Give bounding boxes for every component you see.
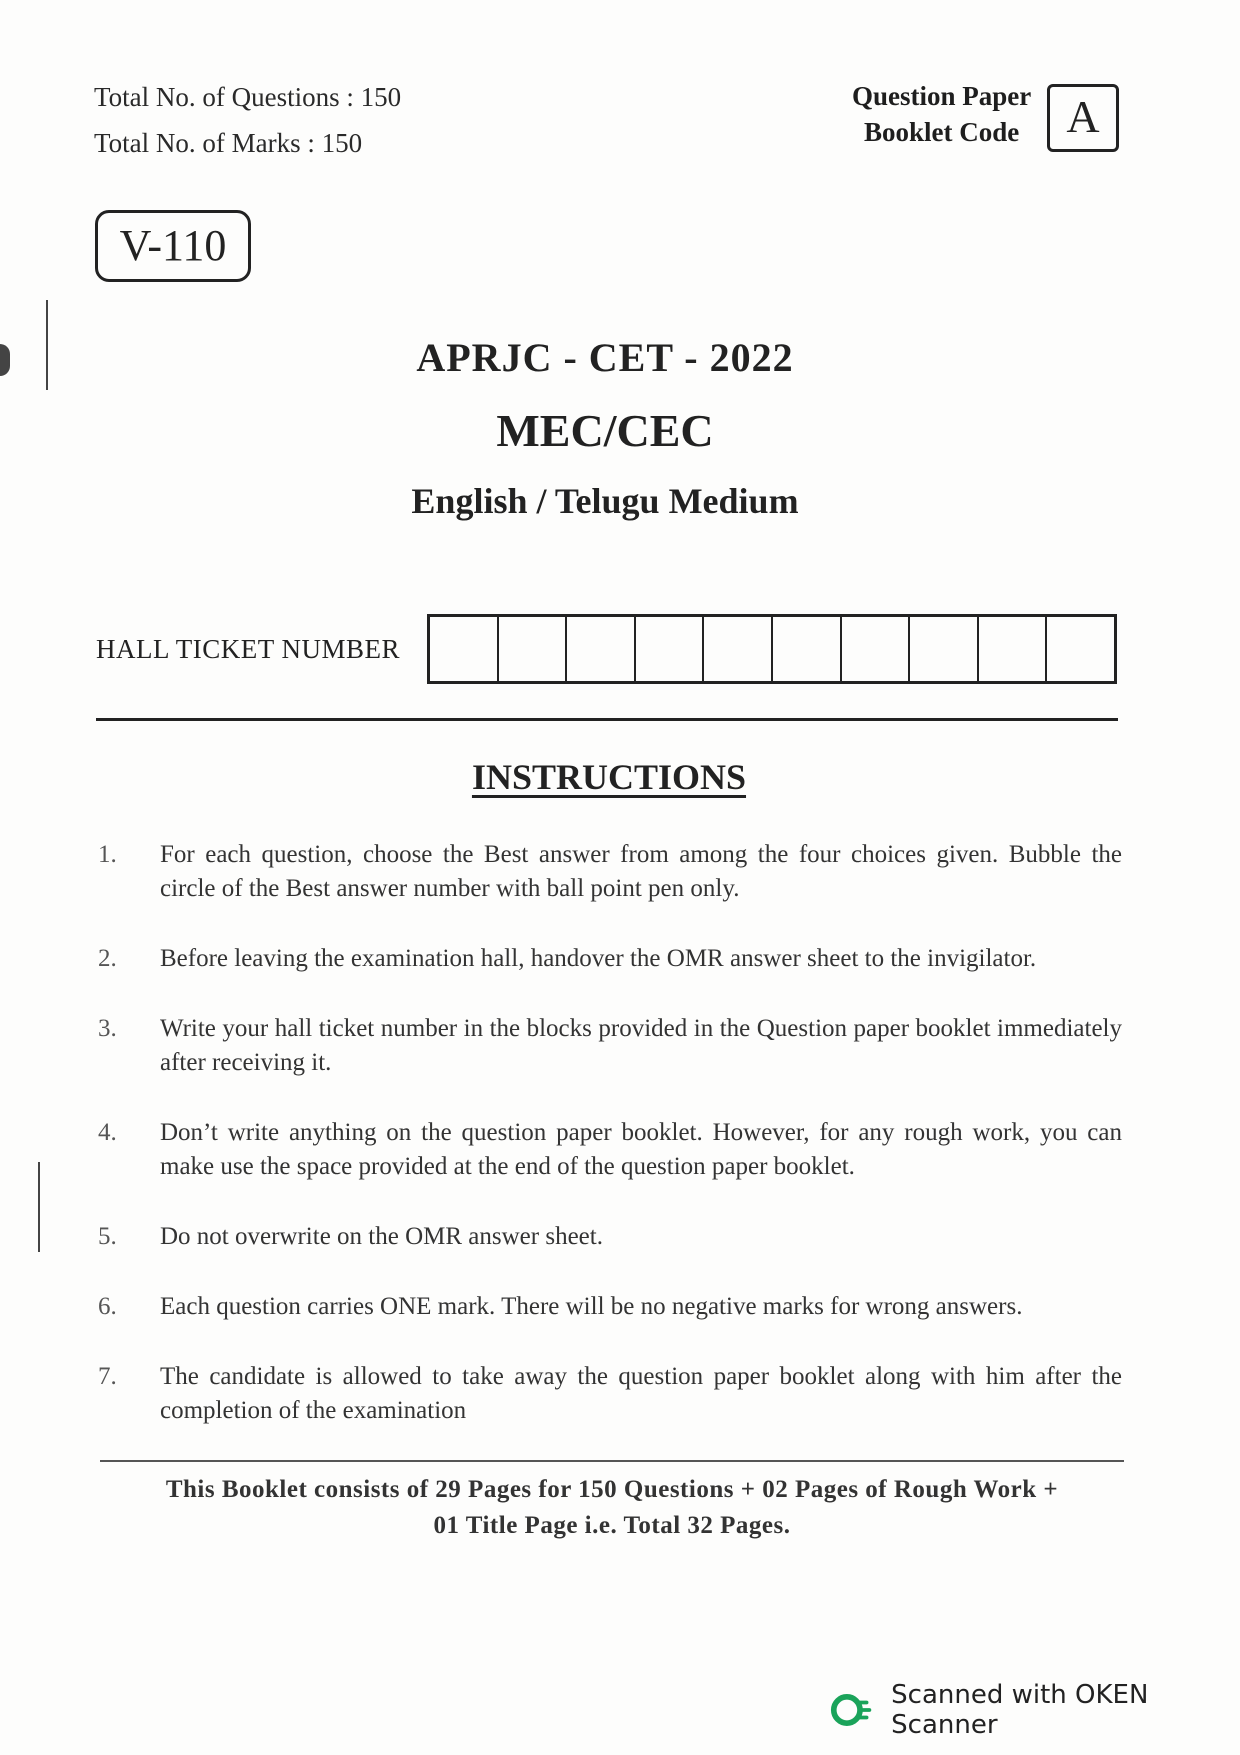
total-questions: Total No. of Questions : 150 [94, 82, 402, 112]
hall-ticket-cell[interactable] [1047, 617, 1114, 681]
booklet-code-label-line1: Question Paper [852, 81, 1032, 111]
instruction-text: For each question, choose the Best answer from among the four choices given. Bubble the circle of the Best answer number with ball point pen only. [160, 841, 1122, 902]
group-title: MEC/CEC [496, 405, 714, 456]
instruction-text: Do not overwrite on the OMR answer sheet. [160, 1223, 603, 1250]
question-totals [94, 74, 401, 166]
instruction-number: 2. [98, 945, 117, 972]
instruction-item [98, 838, 1122, 906]
booklet-code-box: A [1047, 84, 1119, 152]
instruction-item [98, 1360, 1122, 1428]
instruction-text: Don’t write anything on the question paper booklet. However, for any rough work, you can make use the space provided at the end of the question paper booklet. [160, 1119, 1122, 1180]
booklet-page-note-line1: This Booklet consists of 29 Pages for 150 Questions + 02 Pages of Rough Work + [165, 1476, 1059, 1503]
instruction-number: 1. [98, 841, 117, 868]
hall-ticket-cell[interactable] [567, 617, 636, 681]
instructions-list [98, 838, 1122, 1428]
scanner-watermark [830, 1680, 1240, 1740]
scan-edge-line [38, 1162, 40, 1252]
footer-divider [100, 1460, 1124, 1462]
instruction-number: 6. [98, 1293, 117, 1320]
booklet-code-label [852, 78, 1031, 150]
scanner-text: Scanned with OKEN Scanner [891, 1680, 1149, 1740]
total-marks: Total No. of Marks : 150 [94, 128, 363, 158]
hall-ticket-cell[interactable] [636, 617, 705, 681]
hall-ticket-cell[interactable] [430, 617, 499, 681]
booklet-page-note [100, 1472, 1124, 1544]
section-divider [96, 718, 1118, 721]
instructions-heading: INSTRUCTIONS [471, 757, 747, 797]
exam-title: APRJC - CET - 2022 [416, 335, 794, 380]
oken-scanner-logo-icon [830, 1690, 873, 1730]
hall-ticket-cell[interactable] [704, 617, 773, 681]
instruction-item [98, 1116, 1122, 1184]
hall-ticket-cell[interactable] [910, 617, 979, 681]
instruction-number: 5. [98, 1223, 117, 1250]
booklet-page-note-line2: 01 Title Page i.e. Total 32 Pages. [433, 1512, 791, 1539]
instruction-item [98, 1290, 1122, 1324]
hall-ticket-cell[interactable] [773, 617, 842, 681]
instruction-number: 3. [98, 1015, 117, 1042]
instruction-item [98, 1220, 1122, 1254]
instruction-text: Before leaving the examination hall, handover the OMR answer sheet to the invigilator. [160, 945, 1037, 972]
hall-ticket-cell[interactable] [979, 617, 1048, 681]
instruction-number: 7. [98, 1363, 117, 1390]
instruction-item [98, 1012, 1122, 1080]
hall-ticket-cell[interactable] [842, 617, 911, 681]
medium-title: English / Telugu Medium [411, 481, 799, 521]
hall-ticket-label: HALL TICKET NUMBER [96, 634, 400, 664]
booklet-code-label-line2: Booklet Code [864, 117, 1020, 147]
instruction-item [98, 942, 1122, 976]
instruction-number: 4. [98, 1119, 117, 1146]
instruction-text: The candidate is allowed to take away the question paper booklet along with him after the completion of the examination [160, 1363, 1122, 1424]
hall-ticket-cell[interactable] [499, 617, 568, 681]
series-code-box: V-110 [95, 210, 251, 282]
instruction-text: Write your hall ticket number in the blocks provided in the Question paper booklet immediately after receiving it. [160, 1015, 1122, 1076]
hall-ticket-grid [427, 614, 1117, 684]
instruction-text: Each question carries ONE mark. There will be no negative marks for wrong answers. [160, 1293, 1023, 1320]
